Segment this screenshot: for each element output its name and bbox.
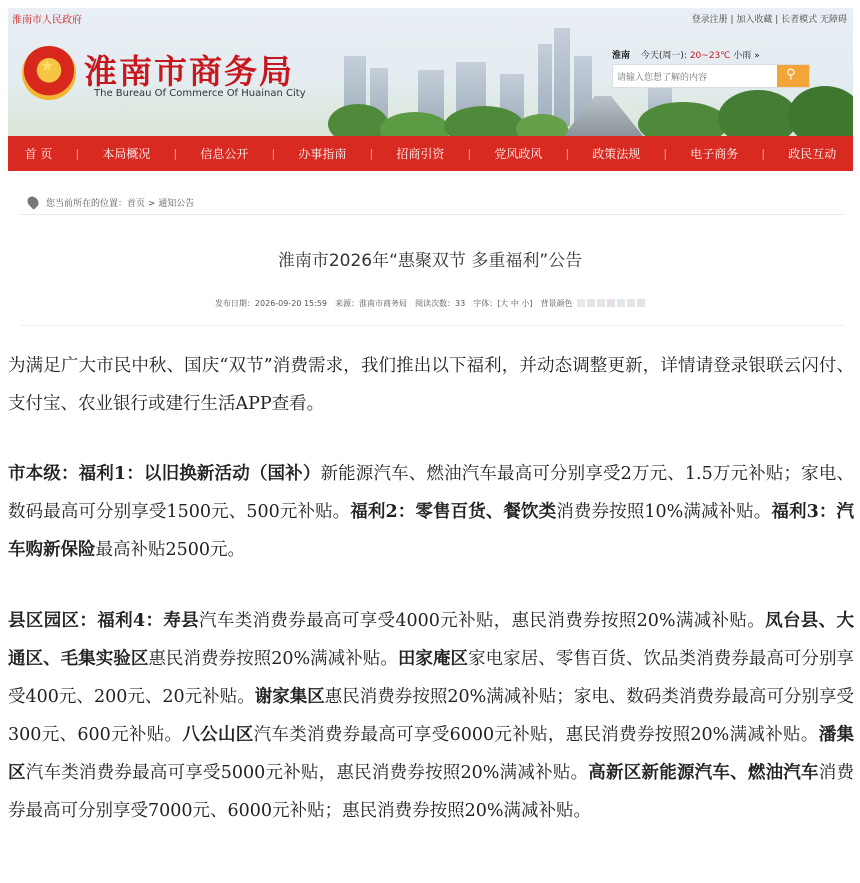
nav-home[interactable]: 首 页	[24, 147, 53, 161]
article-meta-text: 发布日期：2026-09-20 15:59 来源：淮南市商务局 阅读次数：33 字体：[大 中 小] 背景颜色	[214, 299, 573, 308]
body-text: 汽车类消费券最高可享受5000元补贴，惠民消费券按照20%满减补贴。	[25, 763, 589, 783]
bold-text: 八公山区	[182, 725, 254, 745]
tree-graphic	[788, 86, 853, 136]
bg-color-swatch[interactable]	[627, 299, 635, 307]
body-text: 汽车类消费券最高可享受4000元补贴，惠民消费券按照20%满减补贴。	[199, 611, 766, 631]
bg-color-swatch[interactable]	[587, 299, 595, 307]
bold-text: 福利3：汽车购新保险	[8, 502, 854, 560]
national-emblem-icon: ★	[22, 46, 76, 100]
bg-color-swatches	[575, 299, 645, 308]
tree-graphic	[516, 114, 568, 136]
weather-city: 淮南	[612, 51, 631, 61]
bg-color-swatch[interactable]	[607, 299, 615, 307]
nav-party-style[interactable]: 党风政风	[494, 147, 543, 161]
skyline-building	[554, 28, 570, 126]
bold-text: 高新区新能源汽车、燃油汽车	[588, 763, 819, 783]
divider	[20, 325, 845, 326]
bold-text: 市本级：福利1：以旧换新活动（国补）	[8, 464, 321, 484]
bold-text: 潘集区	[8, 725, 855, 783]
site-title-en: The Bureau Of Commerce Of Huainan City	[94, 88, 306, 99]
nav-policy[interactable]: 政策法规	[592, 147, 641, 161]
site-title: 淮南市商务局	[84, 52, 294, 91]
top-links[interactable]: 登录注册 | 加入收藏 | 长者模式 无障碍	[691, 15, 847, 25]
bg-color-swatch[interactable]	[637, 299, 645, 307]
nav-investment[interactable]: 招商引资	[396, 147, 445, 161]
nav-about[interactable]: 本局概况	[102, 147, 151, 161]
tree-graphic	[638, 102, 728, 136]
body-text: 惠民消费券按照20%满减补贴。	[148, 649, 398, 669]
article-title: 淮南市2026年“惠聚双节 多重福利”公告	[277, 251, 583, 271]
divider	[20, 214, 845, 215]
search-input[interactable]	[613, 68, 777, 88]
gov-site-link[interactable]: 淮南市人民政府	[12, 15, 82, 26]
weather-condition[interactable]: 小雨 »	[733, 51, 760, 61]
tree-graphic	[328, 104, 388, 136]
article-paragraph	[8, 602, 854, 830]
bg-color-swatch[interactable]	[597, 299, 605, 307]
location-pin-icon	[25, 194, 41, 210]
tree-graphic	[718, 90, 798, 136]
body-text: 消费券最高可分别享受7000元、6000元补贴；惠民消费券按照20%满减补贴。	[8, 763, 855, 821]
bg-color-swatch[interactable]	[617, 299, 625, 307]
body-text: 消费券按照10%满减补贴。	[556, 502, 772, 522]
article-meta	[0, 298, 860, 309]
nav-info-public[interactable]: 信息公开	[200, 147, 249, 161]
bold-text: 田家庵区	[397, 649, 469, 669]
weather-day: 今天(周一):	[640, 51, 687, 61]
body-text: 家电家居、零售百货、饮品类消费券最高可分别享受400元、200元、20元补贴。	[8, 649, 855, 707]
breadcrumb	[28, 196, 194, 209]
search-box	[612, 64, 810, 88]
body-text: 新能源汽车、燃油汽车最高可分别享受2万元、1.5万元补贴；家电、数码最高可分别享受1500元、500元补贴。	[8, 464, 854, 522]
bg-color-swatch[interactable]	[577, 299, 585, 307]
body-text: 汽车类消费券最高可享受6000元补贴，惠民消费券按照20%满减补贴。	[253, 725, 819, 745]
site-header	[8, 8, 853, 136]
article-paragraph: 为满足广大市民中秋、国庆“双节”消费需求，我们推出以下福利，并动态调整更新，详情请登录银联云闪付、支付宝、农业银行或建行生活APP查看。	[8, 356, 854, 414]
bold-text: 凤台县、大通区、毛集实验区	[8, 611, 855, 669]
search-icon: ⚲	[786, 67, 796, 82]
article-paragraph	[8, 455, 854, 569]
search-button[interactable]	[777, 65, 809, 87]
body-text: 惠民消费券按照20%满减补贴；家电、数码类消费券最高可分别享受300元、600元补贴。	[8, 687, 854, 745]
breadcrumb-text[interactable]: 您当前所在的位置：首页 > 通知公告	[46, 199, 195, 209]
bold-text: 县区园区：福利4：寿县	[8, 611, 200, 631]
nav-ecommerce[interactable]: 电子商务	[690, 147, 739, 161]
bold-text: 福利2：零售百货、餐饮类	[350, 502, 557, 522]
main-nav: 首 页 | 本局概况 | 信息公开 | 办事指南 | 招商引资 | 党风政风 | 政策法规 | 电子商务 | 政民互动	[8, 136, 853, 171]
nav-guide[interactable]: 办事指南	[298, 147, 347, 161]
nav-interaction[interactable]: 政民互动	[788, 147, 837, 161]
body-text: 最高补贴2500元。	[95, 540, 246, 560]
weather-temp: 20~23℃	[689, 51, 731, 61]
bold-text: 谢家集区	[254, 687, 325, 707]
top-bar	[8, 8, 853, 28]
weather-widget	[612, 48, 760, 61]
